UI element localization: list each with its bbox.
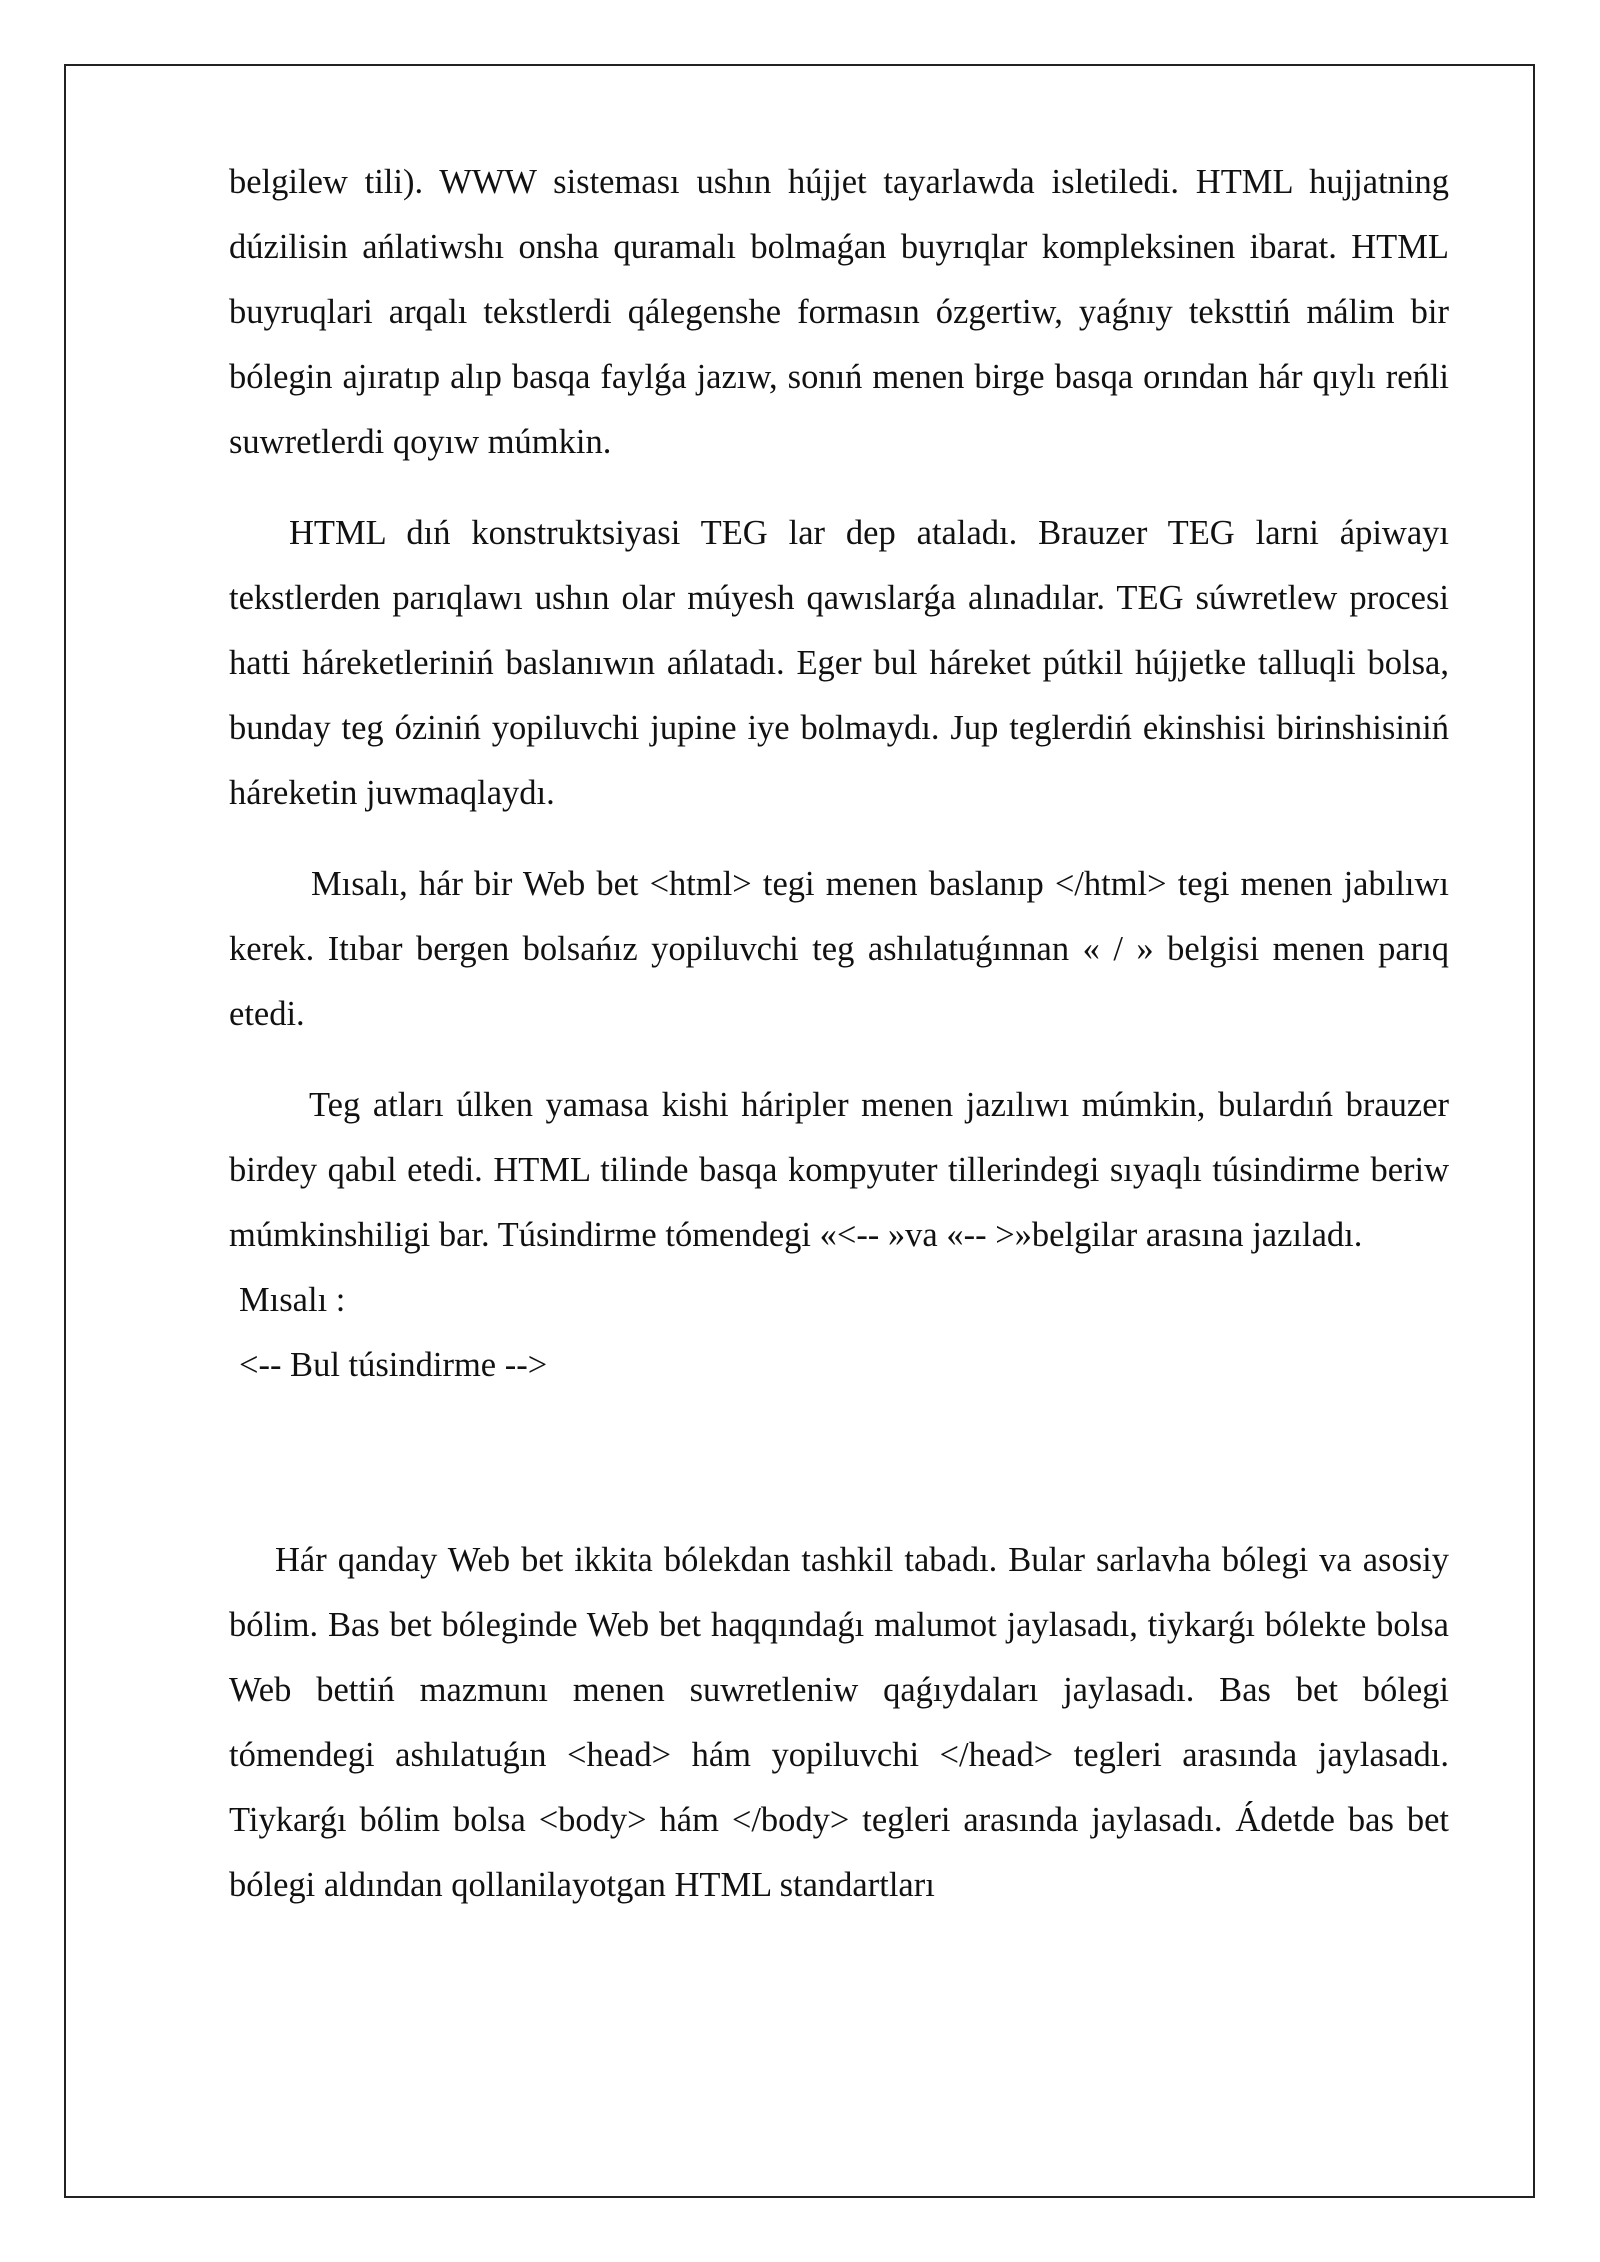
example-code: <-- Bul túsindirme --> — [239, 1346, 548, 1384]
example-label: Mısalı : — [239, 1281, 346, 1319]
document-body — [229, 150, 1449, 1918]
paragraph-2: HTML dıń konstruktsiyasi TEG lar dep ataladı. Brauzer TEG larni ápiwayı tekstlerden parıqlawı ushın olar múyesh qawıslarǵa alınadılar. TEG súwretlew procesi hatti háreketleriniń baslanıwın ańlatadı. Eger bul háreket pútkil hújjetke talluqli bolsa, bunday teg óziniń yopiluvchi jupine iye bolmaydı. Jup teglerdiń ekinshisi birinshisiniń háreketin juwmaqlaydı. — [229, 514, 1449, 812]
paragraph-1: belgilew tili). WWW sisteması ushın hújjet tayarlawda isletiledi. HTML hujjatning dúzilisin ańlatiwshı onsha quramalı bolmaǵan buyrıqlar kompleksinen ibarat. HTML buyruqlari arqalı tekstlerdi qálegenshe formasın ózgertiw, yaǵnıy teksttiń málim bir bólegin ajıratıp alıp basqa faylǵa jazıw, sonıń menen birge basqa orından hár qıylı reńli suwretlerdi qoyıw múmkin. — [229, 163, 1449, 461]
paragraph-4: Teg atları úlken yamasa kishi háripler menen jazılıwı múmkin, bulardıń brauzer birdey qabıl etedi. HTML tilinde basqa kompyuter tillerindegi sıyaqlı túsindirme beriw múmkinshiligi bar. Túsindirme tómendegi «<-- »va «-- >»belgilar arasına jazıladı. — [229, 1086, 1449, 1254]
paragraph-3: Mısalı, hár bir Web bet <html> tegi menen baslanıp </html> tegi menen jabılıwı kerek. Itıbar bergen bolsańız yopiluvchi teg ashılatuǵınnan « / » belgisi menen parıq etedi. — [229, 865, 1449, 1033]
paragraph-5: Hár qanday Web bet ikkita bólekdan tashkil tabadı. Bular sarlavha bólegi va asosiy bólim. Bas bet bóleginde Web bet haqqındaǵı malumot jaylasadı, tiykarǵı bólekte bolsa Web bettiń mazmunı menen suwretleniw qaǵıydaları jaylasadı. Bas bet bólegi tómendegi ashılatuǵın <head> hám yopiluvchi </head> tegleri arasında jaylasadı. Tiykarǵı bólim bolsa <body> hám </body> tegleri arasında jaylasadı. Ádetde bas bet bólegi aldından qollanilayotgan HTML standartları — [229, 1541, 1449, 1904]
blank-space — [229, 1398, 1449, 1528]
